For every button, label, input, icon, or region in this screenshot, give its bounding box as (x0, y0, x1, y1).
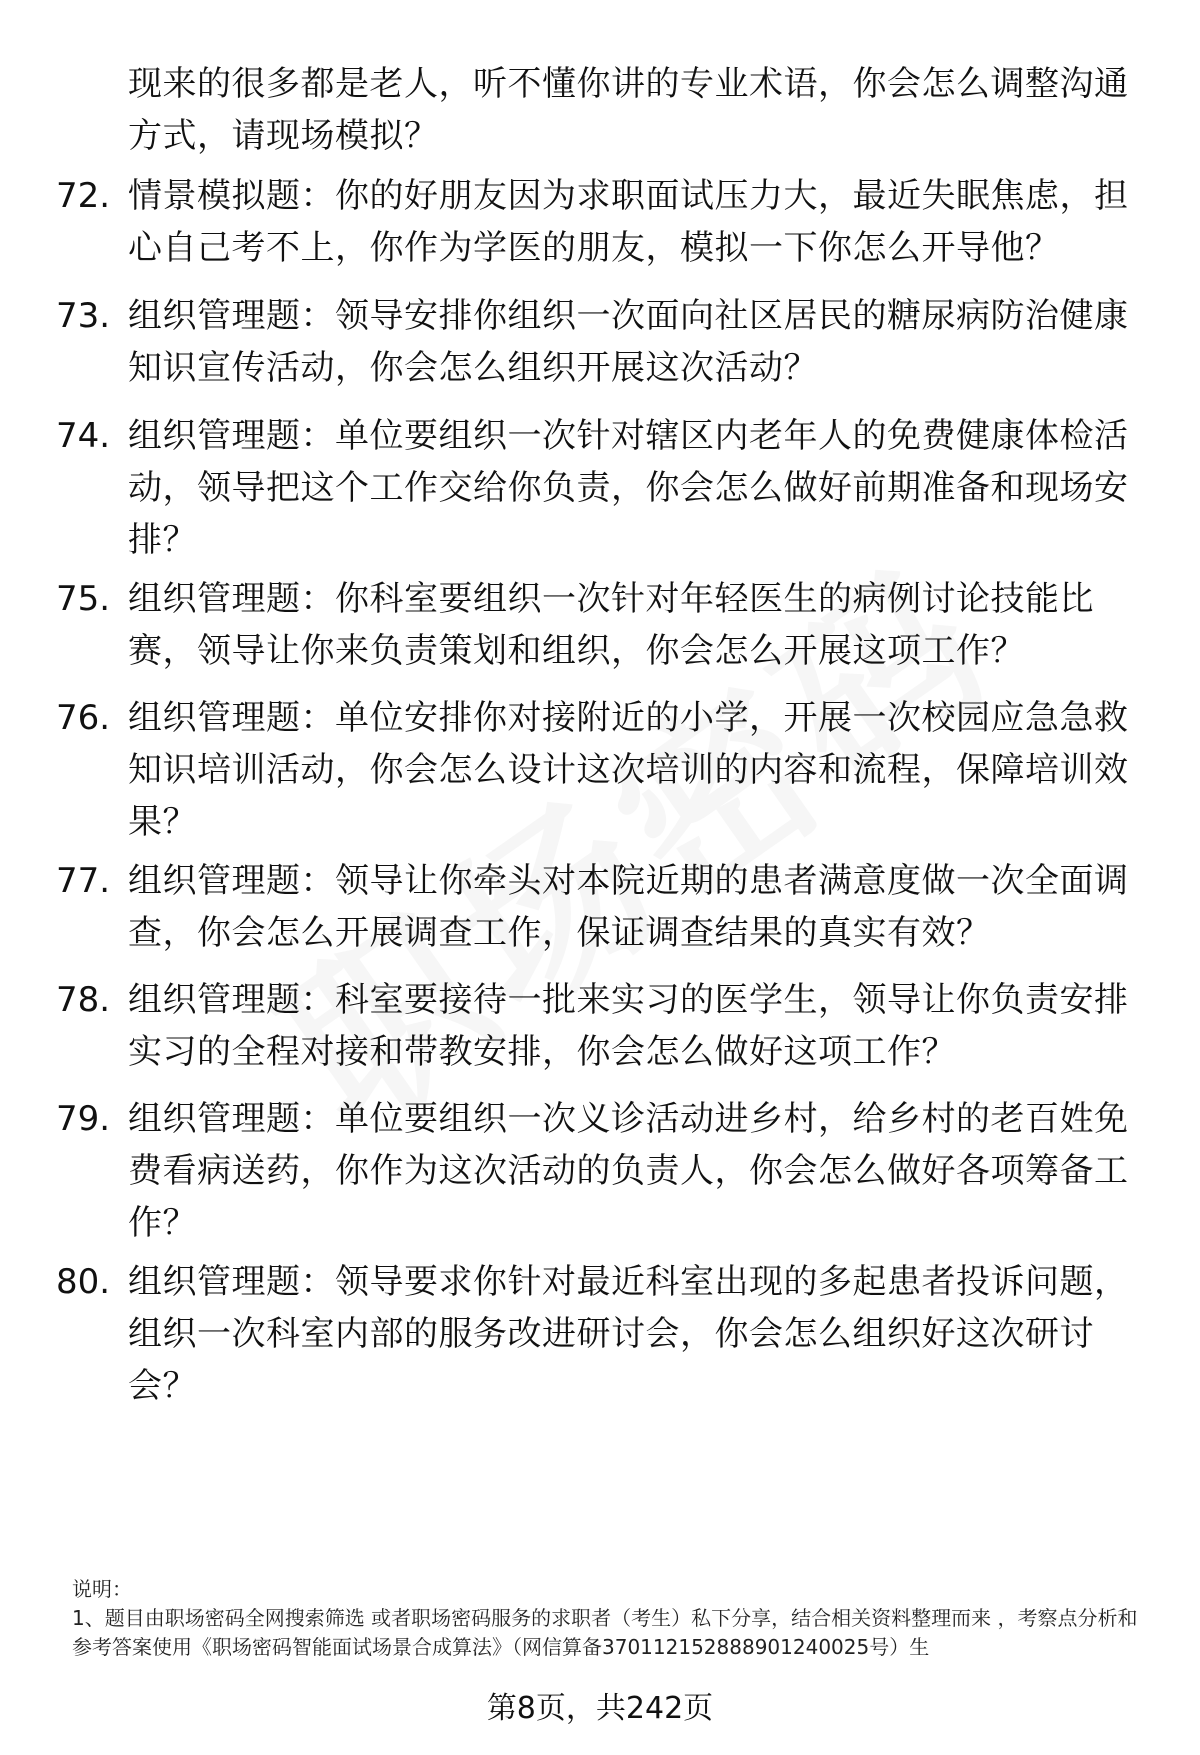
question-text: 组织管理题：单位要组织一次义诊活动进乡村，给乡村的老百姓免费看病送药，你作为这次活动的负责人，你会怎么做好各项筹备工作？ (128, 1099, 1129, 1243)
question-text: 情景模拟题：你的好朋友因为求职面试压力大，最近失眠焦虑，担心自己考不上，你作为学医的朋友，模拟一下你怎么开导他？ (128, 176, 1129, 268)
page-footer: 第8页，共242页 (486, 1691, 714, 1726)
question-number: 74. (56, 416, 111, 456)
question-text: 组织管理题：单位安排你对接附近的小学，开展一次校园应急急救知识培训活动，你会怎么设计这次培训的内容和流程，保障培训效果？ (128, 698, 1129, 842)
question-text: 现来的很多都是老人，听不懂你讲的专业术语，你会怎么调整沟通方式，请现场模拟？ (128, 64, 1129, 156)
question-text: 组织管理题：你科室要组织一次针对年轻医生的病例讨论技能比赛，领导让你来负责策划和组织，你会怎么开展这项工作？ (128, 579, 1094, 671)
question-number: 79. (56, 1099, 111, 1139)
notes-line: 1、题目由职场密码全网搜索筛选 或者职场密码服务的求职者（考生）私下分享，结合相关资料整理而来 ，考察点分析和参考答案使用《职场密码智能面试场景合成算法》（网信算备370112152888901240025号）生 (72, 1606, 1138, 1659)
question-number: 80. (56, 1262, 111, 1302)
question-number: 73. (56, 296, 111, 336)
question-number: 75. (56, 579, 111, 619)
notes-section (72, 1575, 1152, 1662)
question-number: 76. (56, 698, 111, 738)
question-number: 72. (56, 176, 111, 216)
question-text: 组织管理题：单位要组织一次针对辖区内老年人的免费健康体检活动，领导把这个工作交给你负责，你会怎么做好前期准备和现场安排？ (128, 416, 1129, 560)
question-text: 组织管理题：科室要接待一批来实习的医学生，领导让你负责安排实习的全程对接和带教安排，你会怎么做好这项工作？ (128, 980, 1129, 1072)
notes-title: 说明： (72, 1577, 132, 1601)
question-text: 组织管理题：领导要求你针对最近科室出现的多起患者投诉问题，组织一次科室内部的服务改进研讨会，你会怎么组织好这次研讨会？ (128, 1262, 1129, 1406)
question-text: 组织管理题：领导让你牵头对本院近期的患者满意度做一次全面调查，你会怎么开展调查工作，保证调查结果的真实有效？ (128, 861, 1129, 953)
question-text: 组织管理题：领导安排你组织一次面向社区居民的糖尿病防治健康知识宣传活动，你会怎么组织开展这次活动？ (128, 296, 1129, 388)
question-number: 78. (56, 980, 111, 1020)
question-number: 77. (56, 861, 111, 901)
